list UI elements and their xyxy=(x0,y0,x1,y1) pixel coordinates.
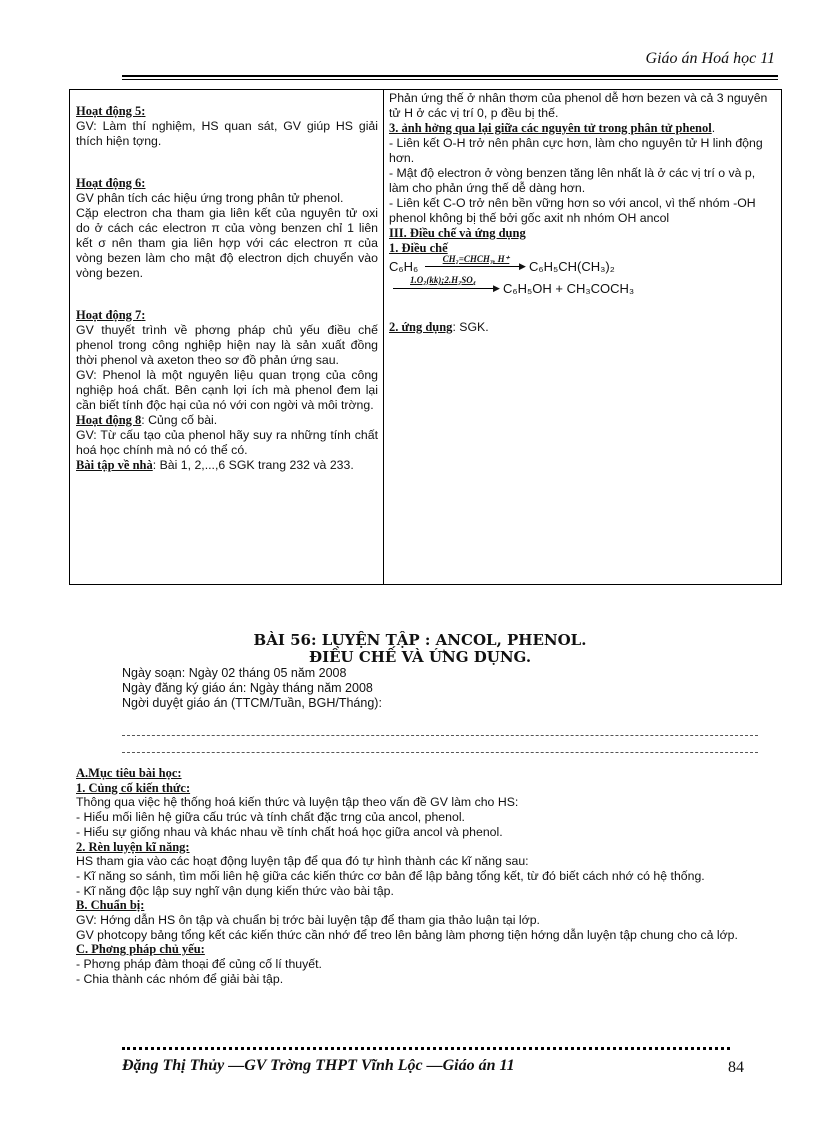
section-B-item-2: GV photcopy bảng tổng kết các kiến thức cần nhớ để treo lên bảng làm phơng tiện hớng dẫn luyện tập chung cho cả lớp. xyxy=(76,927,738,942)
approver: Ngời duyệt giáo án (TTCM/Tuần, BGH/Tháng): xyxy=(122,696,382,710)
section-2-item-2: - Kĩ năng độc lập suy nghĩ vận dụng kiến thức vào bài tập. xyxy=(76,883,394,898)
reaction-1-reactant: C₆H₆ xyxy=(389,259,419,274)
activity-7-detail: GV: Phenol là một nguyên liệu quan trọng của công nghiệp hoá chất. Bên cạnh lợi ích mà phenol đem lại cần biết tính độc hại của nó với con ngời và môi trờng. xyxy=(76,368,378,412)
section-3-item-3: - Liên kết C-O trở nên bền vững hơn so với ancol, vì thế nhóm -OH phenol không bị thế bởi gốc axit nh nhóm OH ancol xyxy=(389,196,756,225)
section-2-intro: HS tham gia vào các hoạt động luyện tập để qua đó tự hình thành các kĩ năng sau: xyxy=(76,854,529,869)
reaction-1-product: C₆H₅CH(CH₃)₂ xyxy=(529,259,615,274)
activity-8-detail: GV: Từ cấu tạo của phenol hãy suy ra những tính chất hoá học chính mà nó có thể có. xyxy=(76,428,378,457)
activity-6-text: GV phân tích các hiệu ứng trong phân tử phenol. xyxy=(76,191,344,205)
subsection-2: 2. ứng dụng: SGK. xyxy=(389,320,489,334)
section-C-item-2: - Chia thành các nhóm để giải bài tập. xyxy=(76,971,284,986)
header-title: Giáo án Hoá học 11 xyxy=(645,50,775,67)
activity-7-text: GV thuyết trình về phơng pháp chủ yếu điều chế phenol trong công nghiệp hiện nay là sản xuất đồng thời phenol và axeton theo sơ đồ phản ứng sau. xyxy=(76,323,378,367)
activity-8-text: Củng cố bài. xyxy=(148,413,218,427)
section-1-item-1: - Hiểu mối liên hệ giữa cấu trúc và tính chất đặc trng của ancol, phenol. xyxy=(76,810,465,825)
section-B-heading: B. Chuẩn bị: xyxy=(76,898,145,913)
lesson-content xyxy=(76,766,776,987)
activity-6-heading: Hoạt động 6: xyxy=(76,176,146,190)
footer-rule xyxy=(122,1047,730,1050)
section-1-heading: 1. Củng cố kiến thức: xyxy=(76,780,191,795)
lesson-title-line-1: BÀI 56: LUYỆN TẬP : ANCOL, PHENOL. xyxy=(253,631,587,649)
section-C-heading: C. Phơng pháp chủ yếu: xyxy=(76,942,205,957)
page-number: 84 xyxy=(728,1059,744,1076)
homework-heading: Bài tập về nhà xyxy=(76,458,153,472)
reaction-2 xyxy=(389,276,777,298)
subsection-1-heading: 1. Điều chế xyxy=(389,241,448,255)
subsection-2-heading: 2. ứng dụng xyxy=(389,320,453,334)
activity-5-heading: Hoạt động 5: xyxy=(76,104,146,118)
substitution-intro: Phản ứng thế ở nhân thơm của phenol dễ hơn bezen và cả 3 nguyên tử H ở các vị trí 0, p đều bị thế. xyxy=(389,91,768,120)
section-3-item-1: - Liên kết O-H trở nên phân cực hơn, làm cho nguyên tử H linh động hơn. xyxy=(389,136,763,165)
section-A-heading: A.Mục tiêu bài học: xyxy=(76,766,182,780)
footer-text: Đặng Thị Thủy —GV Trờng THPT Vĩnh Lộc —Giáo án 11 xyxy=(122,1057,515,1074)
activity-8: Hoạt động 8: Củng cố bài. xyxy=(76,413,218,427)
activity-7-heading: Hoạt động 7: xyxy=(76,308,146,322)
section-1-item-2: - Hiểu sự giống nhau và khác nhau về tính chất hoá học giữa ancol và phenol. xyxy=(76,824,503,839)
reaction-2-condition: 1.O₂(kk);2.H₂SO₄ xyxy=(410,275,476,285)
homework-text: Bài 1, 2,...,6 SGK trang 232 và 233. xyxy=(159,458,354,472)
activity-8-heading: Hoạt động 8 xyxy=(76,413,142,427)
reaction-1-condition: CH₂=CHCH₃, H⁺ xyxy=(442,254,510,264)
header-rule xyxy=(122,75,778,77)
section-3-item-2: - Mật độ electron ở vòng benzen tăng lên nhất là ở các vị trí o và p, làm cho phản ứng thế dễ dàng hơn. xyxy=(389,166,756,195)
section-3-heading: 3. ảnh hởng qua lại giữa các nguyên tử trong phân tử phenol xyxy=(389,121,712,135)
section-3: 3. ảnh hởng qua lại giữa các nguyên tử trong phân tử phenol. xyxy=(389,121,716,135)
table-column-divider xyxy=(383,89,384,585)
activity-6-detail: Cặp electron cha tham gia liên kết của nguyên tử oxi do ở cách các electron π của vòng benzen chỉ 1 liên kết σ nên tham gia liên hợp với các electron π của vòng bezen làm cho mật độ electron dịch chuyển vào vòng bezen. xyxy=(76,206,378,280)
reaction-2-product: C₆H₅OH + CH₃COCH₃ xyxy=(503,281,635,296)
homework: Bài tập về nhà: Bài 1, 2,...,6 SGK trang 232 và 233. xyxy=(76,458,354,472)
subsection-2-text: SGK. xyxy=(459,320,489,334)
lesson-meta xyxy=(122,666,382,711)
dashed-line-2 xyxy=(122,752,758,753)
section-B-item-1: GV: Hớng dẫn HS ôn tập và chuẩn bị trớc bài luyện tập để tham gia thảo luận tại lớp. xyxy=(76,913,540,928)
section-2-heading: 2. Rèn luyện kĩ năng: xyxy=(76,839,190,854)
section-2-item-1: - Kĩ năng so sánh, tìm mối liên hệ giữa các kiến thức cơ bản để lập bảng tổng kết, từ đó biết cách nhớ có hệ thống. xyxy=(76,868,705,883)
reaction-2-arrowhead: ▶ xyxy=(493,283,500,293)
dashed-line-1 xyxy=(122,735,758,736)
activity-5-text: GV: Làm thí nghiệm, HS quan sát, GV giúp HS giải thích hiện tợng. xyxy=(76,119,378,148)
header-rule-thin xyxy=(122,79,778,80)
prep-date: Ngày soạn: Ngày 02 tháng 05 năm 2008 xyxy=(122,666,347,680)
table-right-column xyxy=(389,91,777,335)
reaction-1-arrow xyxy=(425,266,521,267)
lesson-title-line-2: ĐIỀU CHẾ VÀ ỨNG DỤNG. xyxy=(308,648,532,666)
section-III-heading: III. Điều chế và ứng dụng xyxy=(389,226,526,240)
section-C-item-1: - Phơng pháp đàm thoại để củng cố lí thuyết. xyxy=(76,957,322,972)
section-1-intro: Thông qua việc hệ thống hoá kiến thức và luyện tập theo vấn đề GV làm cho HS: xyxy=(76,795,519,810)
reaction-1-arrowhead: ▶ xyxy=(519,261,526,271)
register-date: Ngày đăng ký giáo án: Ngày tháng năm 2008 xyxy=(122,681,373,695)
table-left-column xyxy=(76,104,378,473)
reaction-2-arrow xyxy=(393,288,495,289)
lesson-title xyxy=(120,632,720,666)
